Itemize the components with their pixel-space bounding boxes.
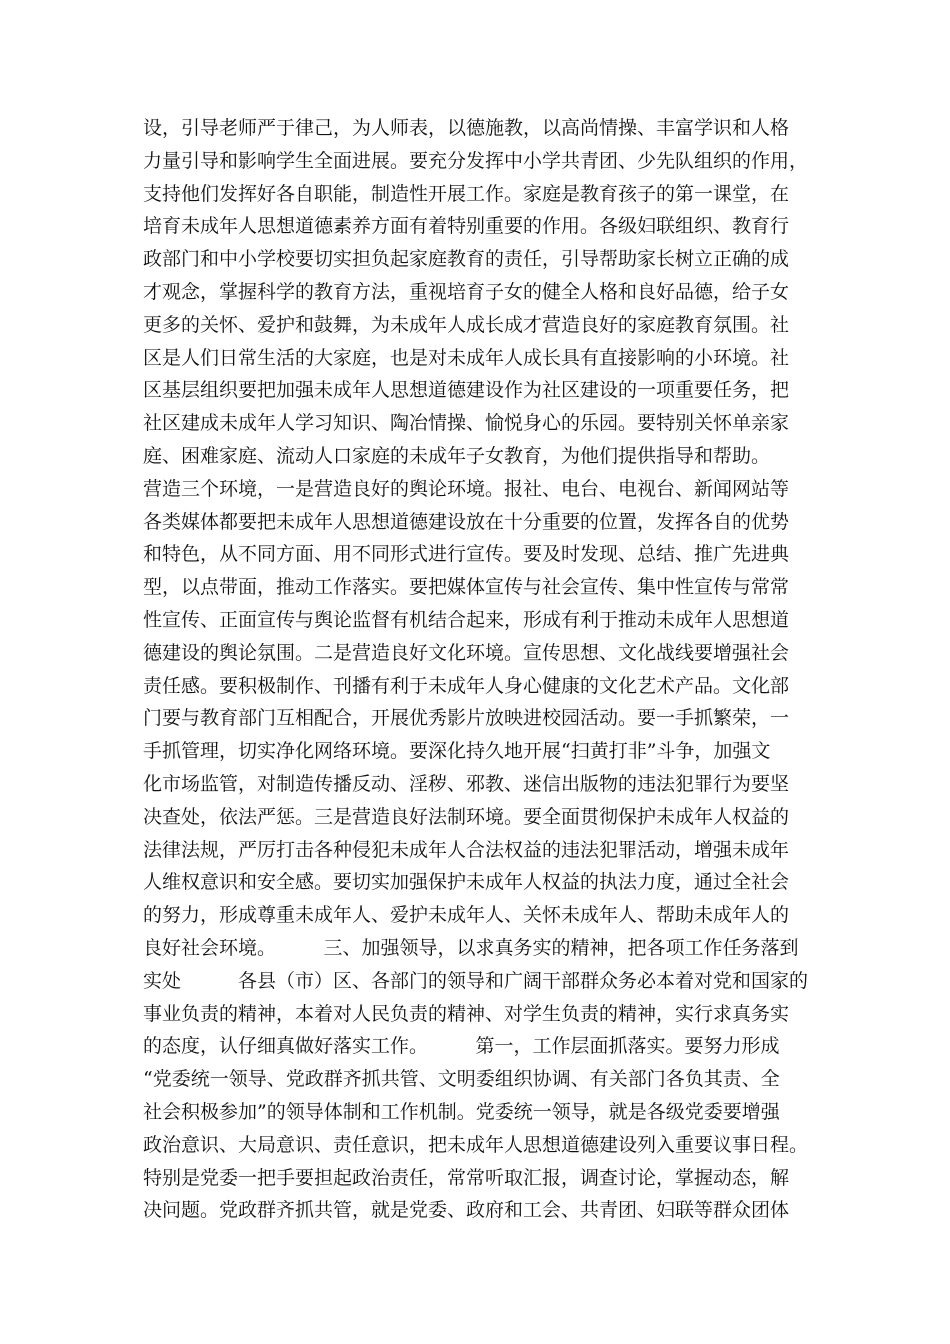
text-line: “党委统一领导、党政群齐抓共管、文明委组织协调、有关部门各负其责、全 [143, 1068, 780, 1091]
text-line: 型，以点带面，推动工作落实。要把媒体宣传与社会宣传、集中性宣传与常常 [143, 576, 790, 599]
text-line: 决问题。党政群齐抓共管，就是党委、政府和工会、共青团、妇联等群众团体 [143, 1199, 790, 1222]
text-line: 社会积极参加”的领导体制和工作机制。党委统一领导，就是各级党委要增强 [143, 1100, 780, 1123]
text-line: 和特色，从不同方面、用不同形式进行宣传。要及时发现、总结、推广先进典 [143, 543, 790, 566]
text-line: 设，引导老师严于律己，为人师表，以德施教，以高尚情操、丰富学识和人格 [143, 117, 790, 139]
text-line: 营造三个环境，一是营造良好的舆论环境。报社、电台、电视台、新闻网站等 [143, 477, 790, 500]
text-line: 政治意识、大局意识、责任意识，把未成年人思想道德建设列入重要议事日程。 [143, 1133, 809, 1156]
text-line: 特别是党委一把手要担起政治责任，常常听取汇报，调查讨论，掌握动态，解 [143, 1166, 790, 1189]
text-line: 事业负责的精神，本着对人民负责的精神、对学生负责的精神，实行求真务实 [143, 1002, 790, 1025]
text-line: 实处 各县（市）区、各部门的领导和广阔干部群众务必本着对党和国家的 [143, 969, 809, 992]
text-line: 法律法规，严厉打击各种侵犯未成年人合法权益的违法犯罪活动，增强未成年 [143, 838, 790, 861]
text-line: 责任感。要积极制作、刊播有利于未成年人身心健康的文化艺术产品。文化部 [143, 674, 790, 697]
text-line: 化市场监管，对制造传播反动、淫秽、邪教、迷信出版物的违法犯罪行为要坚 [143, 772, 790, 795]
text-line: 性宣传、正面宣传与舆论监督有机结合起来，形成有利于推动未成年人思想道 [143, 608, 790, 631]
text-line: 手抓管理，切实净化网络环境。要深化持久地开展“扫黄打非”斗争，加强文 [143, 740, 771, 763]
text-line: 良好社会环境。 三、加强领导，以求真务实的精神，把各项工作任务落到 [143, 936, 799, 959]
text-line: 区基层组织要把加强未成年人思想道德建设作为社区建设的一项重要任务，把 [143, 379, 790, 402]
text-line: 区是人们日常生活的大家庭，也是对未成年人成长具有直接影响的小环境。社 [143, 346, 790, 369]
text-line: 才观念，掌握科学的教育方法，重视培育子女的健全人格和良好品德，给子女 [143, 280, 790, 303]
text-line: 德建设的舆论氛围。二是营造良好文化环境。宣传思想、文化战线要增强社会 [143, 641, 790, 664]
text-line: 决查处，依法严惩。三是营造良好法制环境。要全面贯彻保护未成年人权益的 [143, 805, 790, 828]
text-line: 庭、困难家庭、流动人口家庭的未成年子女教育，为他们提供指导和帮助。 [143, 444, 771, 467]
text-line: 社区建成未成年人学习知识、陶冶情操、愉悦身心的乐园。要特别关怀单亲家 [143, 412, 790, 435]
text-line: 门要与教育部门互相配合，开展优秀影片放映进校园活动。要一手抓繁荣，一 [143, 707, 790, 730]
text-line: 的努力，形成尊重未成年人、爱护未成年人、关怀未成年人、帮助未成年人的 [143, 904, 790, 927]
text-line: 人维权意识和安全感。要切实加强保护未成年人权益的执法力度，通过全社会 [143, 871, 790, 894]
body-text [143, 112, 813, 1227]
text-line: 更多的关怀、爱护和鼓舞，为未成年人成长成才营造良好的家庭教育氛围。社 [143, 313, 790, 336]
text-line: 政部门和中小学校要切实担负起家庭教育的责任，引导帮助家长树立正确的成 [143, 248, 790, 271]
text-line: 培育未成年人思想道德素养方面有着特别重要的作用。各级妇联组织、教育行 [143, 215, 790, 238]
text-line: 的态度，认仔细真做好落实工作。 第一，工作层面抓落实。要努力形成 [143, 1035, 780, 1058]
text-line: 支持他们发挥好各自职能，制造性开展工作。家庭是教育孩子的第一课堂，在 [143, 182, 790, 205]
text-line: 力量引导和影响学生全面进展。要充分发挥中小学共青团、少先队组织的作用， [143, 149, 809, 172]
text-line: 各类媒体都要把未成年人思想道德建设放在十分重要的位置，发挥各自的优势 [143, 510, 790, 533]
